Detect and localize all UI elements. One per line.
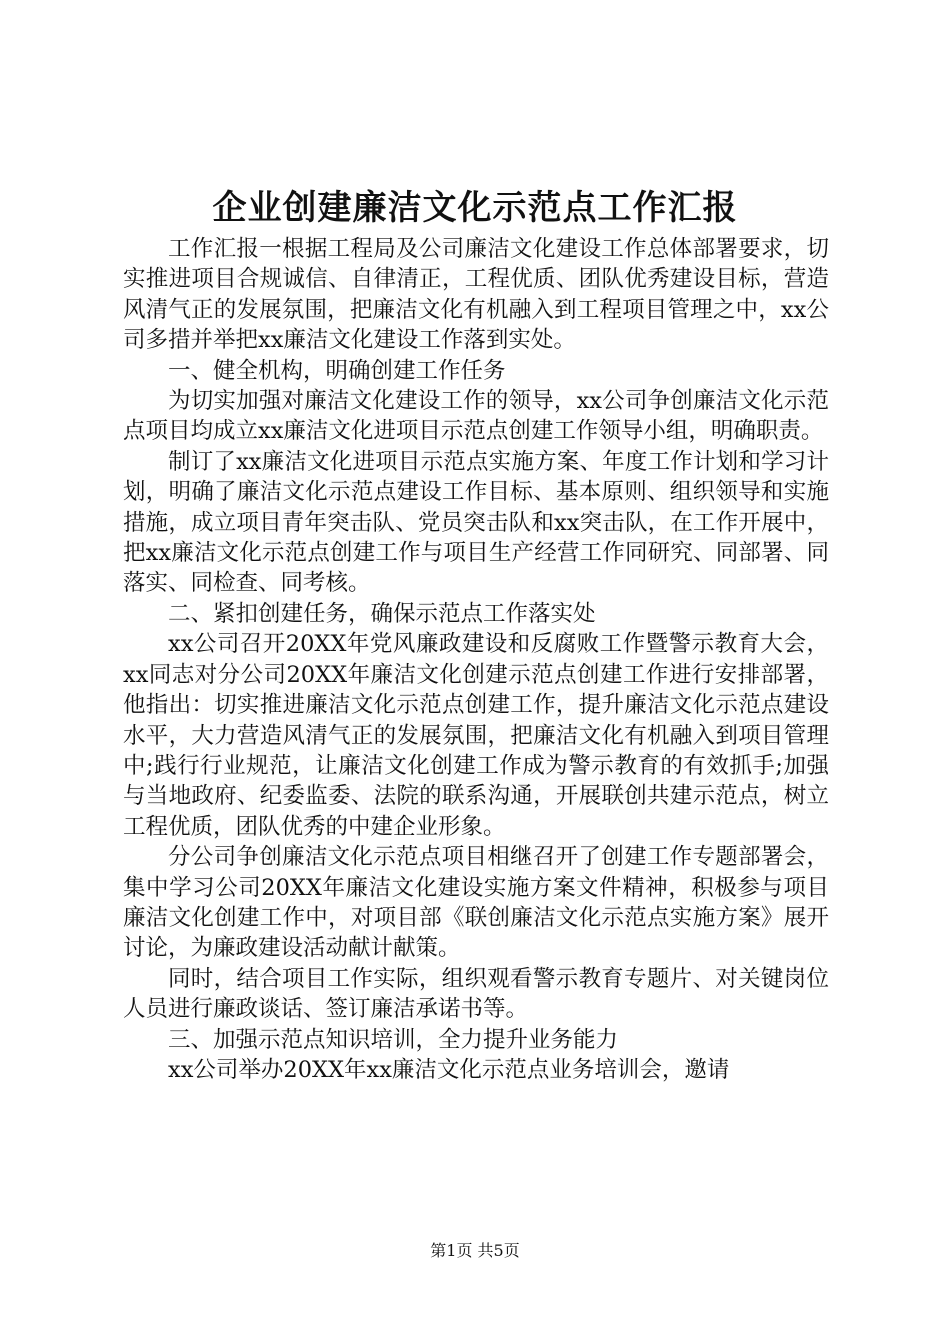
document-title: 企业创建廉洁文化示范点工作汇报 xyxy=(212,188,738,228)
paragraph: 制订了xx廉洁文化进项目示范点实施方案、年度工作计划和学习计划，明确了廉洁文化示范点建设工作目标、基本原则、组织领导和实施措施，成立项目青年突击队、党员突击队和xx突击队，在工作开展中，把xx廉洁文化示范点创建工作与项目生产经营工作同研究、同部署、同落实、同检查、同考核。 xyxy=(123,448,829,597)
paragraph: xx公司举办20XX年xx廉洁文化示范点业务培训会，邀请 xyxy=(168,1056,730,1083)
paragraph: 同时，结合项目工作实际，组织观看警示教育专题片、对关键岗位人员进行廉政谈话、签订廉洁承诺书等。 xyxy=(123,965,829,1023)
section-heading-1: 一、健全机构，明确创建工作任务 xyxy=(168,357,506,384)
paragraph: xx公司召开20XX年党风廉政建设和反腐败工作暨警示教育大会，xx同志对分公司20XX年廉洁文化创建示范点创建工作进行安排部署，他指出：切实推进廉洁文化示范点创建工作，提升廉洁文化示范点建设水平，大力营造风清气正的发展氛围，把廉洁文化有机融入到项目管理中;践行行业规范，让廉洁文化创建工作成为警示教育的有效抓手;加强与当地政府、纪委监委、法院的联系沟通，开展联创共建示范点，树立工程优质，团队优秀的中建企业形象。 xyxy=(123,631,829,840)
paragraph: 分公司争创廉洁文化示范点项目相继召开了创建工作专题部署会，集中学习公司20XX年廉洁文化建设实施方案文件精神，积极参与项目廉洁文化创建工作中，对项目部《联创廉洁文化示范点实施方案》展开讨论，为廉政建设活动献计献策。 xyxy=(123,844,829,962)
page-number-footer: 第1页 共5页 xyxy=(430,1241,520,1260)
section-heading-3: 三、加强示范点知识培训，全力提升业务能力 xyxy=(168,1026,619,1053)
document-body xyxy=(123,234,829,1085)
paragraph-intro: 工作汇报一根据工程局及公司廉洁文化建设工作总体部署要求，切实推进项目合规诚信、自律清正，工程优质、团队优秀建设目标，营造风清气正的发展氛围，把廉洁文化有机融入到工程项目管理之中，xx公司多措并举把xx廉洁文化建设工作落到实处。 xyxy=(123,236,829,354)
section-heading-2: 二、紧扣创建任务，确保示范点工作落实处 xyxy=(168,600,596,627)
paragraph: 为切实加强对廉洁文化建设工作的领导，xx公司争创廉洁文化示范点项目均成立xx廉洁文化进项目示范点创建工作领导小组，明确职责。 xyxy=(123,388,829,445)
